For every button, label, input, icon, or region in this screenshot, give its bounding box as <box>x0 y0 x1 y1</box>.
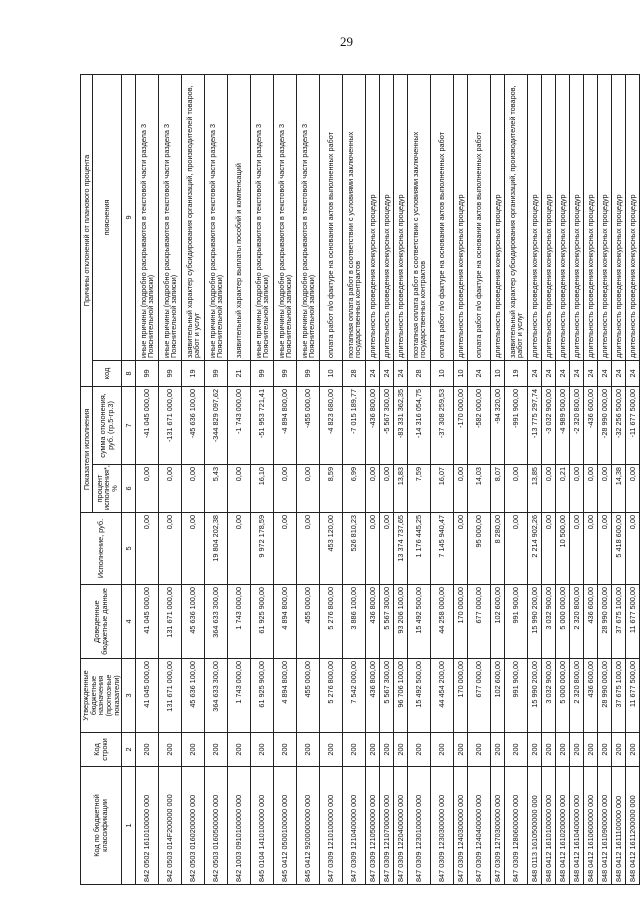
cell-kod: 99 <box>136 360 159 386</box>
cell-deviation: -2 320 800,00 <box>570 386 584 464</box>
cell-percent: 8,59 <box>320 465 343 513</box>
cell-brought: 170 000,00 <box>454 585 468 659</box>
header-indicators-group: Показатели исполнения <box>81 386 93 512</box>
cell-kod: 24 <box>542 360 556 386</box>
cell-kod: 24 <box>394 360 408 386</box>
table-row <box>251 74 274 884</box>
cell-brought: 15 492 500,00 <box>408 585 431 659</box>
cell-line: 200 <box>598 733 612 767</box>
cell-explanation: длительность проведения конкурсных процедур <box>454 74 468 360</box>
cell-code: 848 0412 1610400000 000 <box>570 767 584 885</box>
cell-percent: 0,00 <box>584 465 598 513</box>
cell-brought: 93 206 100,00 <box>394 585 408 659</box>
cell-percent: 0,00 <box>505 465 528 513</box>
cell-line: 200 <box>251 733 274 767</box>
cell-line: 200 <box>228 733 251 767</box>
cell-explanation: длительность проведения конкурсных процедур <box>366 74 380 360</box>
cell-line: 200 <box>570 733 584 767</box>
table-row <box>297 74 320 884</box>
cell-kod: 24 <box>612 360 626 386</box>
cell-kod: 24 <box>570 360 584 386</box>
cell-execution: 0,00 <box>366 513 380 585</box>
header-line: Код строки <box>81 733 122 767</box>
cell-line: 200 <box>491 733 505 767</box>
cell-line: 200 <box>626 733 640 767</box>
cell-deviation: -83 331 362,35 <box>394 386 408 464</box>
cell-explanation: длительность проведения конкурсных процедур <box>380 74 394 360</box>
cell-explanation: длительность проведения конкурсных процедур <box>584 74 598 360</box>
cell-code: 845 0412 9200000000 000 <box>297 767 320 885</box>
table-row <box>205 74 228 884</box>
cell-line: 200 <box>584 733 598 767</box>
cell-brought: 677 000,00 <box>468 585 491 659</box>
cell-kod: 99 <box>205 360 228 386</box>
cell-explanation: длительность проведения конкурсных процедур <box>556 74 570 360</box>
cell-execution: 0,00 <box>228 513 251 585</box>
cell-approved: 5 000 000,00 <box>556 659 570 733</box>
cell-kod: 10 <box>320 360 343 386</box>
cell-execution: 453 120,00 <box>320 513 343 585</box>
column-number-cell: 6 <box>122 465 136 513</box>
cell-brought: 1 743 000,00 <box>228 585 251 659</box>
cell-kod: 24 <box>468 360 491 386</box>
cell-code: 842 0503 0160500000 000 <box>205 767 228 885</box>
cell-line: 200 <box>343 733 366 767</box>
cell-line: 200 <box>468 733 491 767</box>
cell-approved: 364 633 300,00 <box>205 659 228 733</box>
cell-brought: 28 990 000,00 <box>598 585 612 659</box>
cell-kod: 24 <box>598 360 612 386</box>
cell-deviation: -131 671 000,00 <box>159 386 182 464</box>
header-explanation: пояснения <box>93 74 122 360</box>
table-row <box>570 74 584 884</box>
cell-execution: 0,00 <box>505 513 528 585</box>
header-approved: Утвержденные бюджетные назначения (прогнозные показатели) <box>81 659 122 733</box>
cell-brought: 436 800,00 <box>366 585 380 659</box>
cell-code: 848 0412 1611200000 000 <box>626 767 640 885</box>
column-number-cell: 2 <box>122 733 136 767</box>
cell-percent: 0,00 <box>274 465 297 513</box>
cell-brought: 5 276 800,00 <box>320 585 343 659</box>
cell-brought: 37 675 100,00 <box>612 585 626 659</box>
cell-percent: 13,85 <box>528 465 542 513</box>
table-row <box>182 74 205 884</box>
cell-code: 845 0104 1410100000 000 <box>251 767 274 885</box>
cell-brought: 364 633 300,00 <box>205 585 228 659</box>
cell-line: 200 <box>274 733 297 767</box>
cell-code: 847 0309 1210500000 000 <box>366 767 380 885</box>
cell-kod: 99 <box>297 360 320 386</box>
cell-kod: 99 <box>159 360 182 386</box>
cell-line: 200 <box>205 733 228 767</box>
table-row <box>408 74 431 884</box>
cell-percent: 0,00 <box>598 465 612 513</box>
header-percent: процент исполнения*, % <box>93 465 122 513</box>
column-number-cell: 1 <box>122 767 136 885</box>
cell-execution: 0,00 <box>182 513 205 585</box>
cell-percent: 13,83 <box>394 465 408 513</box>
cell-line: 200 <box>556 733 570 767</box>
table-row <box>556 74 570 884</box>
column-number-cell: 3 <box>122 659 136 733</box>
cell-percent: 0,00 <box>454 465 468 513</box>
cell-explanation: заявительный характер выплаты пособий и компенсаций <box>228 74 251 360</box>
cell-kod: 10 <box>491 360 505 386</box>
cell-code: 847 0309 1280600000 000 <box>505 767 528 885</box>
cell-percent: 5,43 <box>205 465 228 513</box>
cell-percent: 0,00 <box>626 465 640 513</box>
cell-deviation: -13 775 297,74 <box>528 386 542 464</box>
cell-code: 847 0309 1230100000 000 <box>408 767 431 885</box>
cell-execution: 0,00 <box>584 513 598 585</box>
cell-deviation: -41 045 000,00 <box>136 386 159 464</box>
cell-brought: 41 045 000,00 <box>136 585 159 659</box>
cell-deviation: -344 829 097,62 <box>205 386 228 464</box>
cell-kod: 19 <box>505 360 528 386</box>
cell-execution: 95 000,00 <box>468 513 491 585</box>
table-row <box>343 74 366 884</box>
cell-brought: 2 320 800,00 <box>570 585 584 659</box>
cell-line: 200 <box>136 733 159 767</box>
cell-approved: 61 925 900,00 <box>251 659 274 733</box>
cell-deviation: -11 677 500,00 <box>626 386 640 464</box>
cell-deviation: -3 032 900,00 <box>542 386 556 464</box>
column-number-cell: 8 <box>122 360 136 386</box>
table-row <box>468 74 491 884</box>
cell-percent: 14,38 <box>612 465 626 513</box>
cell-percent: 0,21 <box>556 465 570 513</box>
cell-explanation: иные причины (подробно раскрываются в текстовой части раздела 3 Пояснительной записки) <box>159 74 182 360</box>
cell-deviation: -51 953 721,41 <box>251 386 274 464</box>
cell-brought: 102 600,00 <box>491 585 505 659</box>
cell-brought: 131 671 000,00 <box>159 585 182 659</box>
cell-execution: 0,00 <box>380 513 394 585</box>
cell-brought: 991 900,00 <box>505 585 528 659</box>
cell-brought: 61 925 900,00 <box>251 585 274 659</box>
cell-code: 848 0412 1610200000 000 <box>556 767 570 885</box>
cell-kod: 19 <box>182 360 205 386</box>
cell-explanation: поэтапная оплата работ в соответствии с условиями заключенных государственных контрактов <box>343 74 366 360</box>
cell-percent: 0,00 <box>182 465 205 513</box>
header-deviation: сумма отклонения, руб. (гр.5-гр.3) <box>93 386 122 464</box>
cell-kod: 10 <box>454 360 468 386</box>
cell-code: 848 0412 1610100000 000 <box>542 767 556 885</box>
cell-approved: 677 000,00 <box>468 659 491 733</box>
cell-approved: 1 743 000,00 <box>228 659 251 733</box>
cell-code: 847 0309 1270300000 000 <box>491 767 505 885</box>
cell-execution: 8 280,00 <box>491 513 505 585</box>
cell-code: 847 0309 1220400000 000 <box>394 767 408 885</box>
table-row <box>431 74 454 884</box>
cell-execution: 0,00 <box>626 513 640 585</box>
cell-percent: 7,59 <box>408 465 431 513</box>
cell-code: 848 0412 1611100000 000 <box>612 767 626 885</box>
cell-code: 848 0412 1610900000 000 <box>598 767 612 885</box>
table-row <box>542 74 556 884</box>
cell-deviation: -32 256 500,00 <box>612 386 626 464</box>
cell-percent: 0,00 <box>297 465 320 513</box>
cell-code: 847 0309 1210100000 000 <box>320 767 343 885</box>
cell-approved: 4 894 800,00 <box>274 659 297 733</box>
cell-explanation: длительность проведения конкурсных процедур <box>394 74 408 360</box>
table-row <box>491 74 505 884</box>
cell-percent: 8,07 <box>491 465 505 513</box>
cell-deviation: -4 823 680,00 <box>320 386 343 464</box>
cell-execution: 10 500,00 <box>556 513 570 585</box>
budget-execution-table <box>80 74 640 885</box>
cell-approved: 436 600,00 <box>584 659 598 733</box>
cell-approved: 5 567 300,00 <box>380 659 394 733</box>
cell-kod: 24 <box>380 360 394 386</box>
cell-percent: 0,00 <box>228 465 251 513</box>
cell-percent: 16,07 <box>431 465 454 513</box>
cell-approved: 455 000,00 <box>297 659 320 733</box>
cell-kod: 24 <box>626 360 640 386</box>
header-reasons-group: Причины отклонений от планового процента <box>81 74 93 386</box>
cell-line: 200 <box>366 733 380 767</box>
cell-approved: 5 276 800,00 <box>320 659 343 733</box>
cell-line: 200 <box>505 733 528 767</box>
table-row <box>366 74 380 884</box>
cell-line: 200 <box>182 733 205 767</box>
cell-brought: 4 894 800,00 <box>274 585 297 659</box>
cell-code: 842 0503 0160200000 000 <box>182 767 205 885</box>
cell-percent: 6,99 <box>343 465 366 513</box>
cell-approved: 41 045 000,00 <box>136 659 159 733</box>
column-number-cell: 7 <box>122 386 136 464</box>
table-row <box>228 74 251 884</box>
cell-explanation: длительность проведения конкурсных процедур <box>570 74 584 360</box>
cell-deviation: -4 894 800,00 <box>274 386 297 464</box>
cell-approved: 991 900,00 <box>505 659 528 733</box>
cell-deviation: -14 316 054,75 <box>408 386 431 464</box>
cell-approved: 3 032 900,00 <box>542 659 556 733</box>
cell-explanation: длительность проведения конкурсных процедур <box>598 74 612 360</box>
table-row <box>612 74 626 884</box>
cell-kod: 99 <box>274 360 297 386</box>
cell-deviation: -455 000,00 <box>297 386 320 464</box>
rotated-table-container <box>80 75 637 885</box>
cell-percent: 16,10 <box>251 465 274 513</box>
cell-code: 847 0309 1240300000 000 <box>454 767 468 885</box>
cell-approved: 28 990 000,00 <box>598 659 612 733</box>
cell-explanation: длительность проведения конкурсных процедур <box>626 74 640 360</box>
cell-approved: 37 675 100,00 <box>612 659 626 733</box>
cell-code: 848 0113 1610500000 000 <box>528 767 542 885</box>
cell-approved: 436 800,00 <box>366 659 380 733</box>
cell-execution: 13 374 737,65 <box>394 513 408 585</box>
cell-deviation: -1 743 000,00 <box>228 386 251 464</box>
cell-code: 842 1003 0910100000 000 <box>228 767 251 885</box>
cell-kod: 28 <box>408 360 431 386</box>
cell-deviation: -28 990 000,00 <box>598 386 612 464</box>
header-kod: код <box>93 360 122 386</box>
cell-brought: 3 032 900,00 <box>542 585 556 659</box>
cell-line: 200 <box>408 733 431 767</box>
cell-code: 847 0309 1230300000 000 <box>431 767 454 885</box>
cell-explanation: длительность проведения конкурсных процедур <box>612 74 626 360</box>
cell-deviation: -45 636 100,00 <box>182 386 205 464</box>
cell-execution: 0,00 <box>542 513 556 585</box>
cell-approved: 7 542 000,00 <box>343 659 366 733</box>
cell-approved: 11 677 500,00 <box>626 659 640 733</box>
cell-explanation: иные причины (подробно раскрываются в текстовой части раздела 3 Пояснительной записки) <box>297 74 320 360</box>
cell-deviation: -4 989 500,00 <box>556 386 570 464</box>
cell-deviation: -436 800,00 <box>366 386 380 464</box>
cell-explanation: длительность проведения конкурсных процедур <box>542 74 556 360</box>
cell-line: 200 <box>542 733 556 767</box>
cell-brought: 5 567 300,00 <box>380 585 394 659</box>
cell-explanation: заявительный характер субсидирования организаций, производителей товаров, работ и услуг <box>182 74 205 360</box>
cell-execution: 1 176 445,25 <box>408 513 431 585</box>
cell-approved: 15 492 500,00 <box>408 659 431 733</box>
cell-execution: 19 804 202,38 <box>205 513 228 585</box>
cell-line: 200 <box>528 733 542 767</box>
cell-approved: 15 990 200,00 <box>528 659 542 733</box>
cell-line: 200 <box>431 733 454 767</box>
cell-code: 842 0503 014F200000 000 <box>159 767 182 885</box>
cell-kod: 28 <box>343 360 366 386</box>
cell-explanation: иные причины (подробно раскрываются в текстовой части раздела 3 Пояснительной записки) <box>136 74 159 360</box>
cell-approved: 102 600,00 <box>491 659 505 733</box>
cell-brought: 11 677 500,00 <box>626 585 640 659</box>
cell-percent: 0,00 <box>366 465 380 513</box>
cell-execution: 7 145 940,47 <box>431 513 454 585</box>
cell-explanation: заявительный характер субсидирования организаций, производителей товаров, работ и услуг <box>505 74 528 360</box>
cell-brought: 15 990 200,00 <box>528 585 542 659</box>
cell-percent: 0,00 <box>380 465 394 513</box>
cell-line: 200 <box>159 733 182 767</box>
column-number-cell: 9 <box>122 74 136 360</box>
cell-brought: 45 636 100,00 <box>182 585 205 659</box>
cell-execution: 526 810,23 <box>343 513 366 585</box>
cell-code: 842 0502 1610100000 000 <box>136 767 159 885</box>
cell-execution: 0,00 <box>297 513 320 585</box>
cell-deviation: -582 000,00 <box>468 386 491 464</box>
cell-explanation: поэтапная оплата работ в соответствии с условиями заключенных государственных контрактов <box>408 74 431 360</box>
cell-deviation: -94 320,00 <box>491 386 505 464</box>
cell-percent: 0,00 <box>542 465 556 513</box>
cell-approved: 45 636 100,00 <box>182 659 205 733</box>
cell-deviation: -436 600,00 <box>584 386 598 464</box>
cell-kod: 10 <box>431 360 454 386</box>
cell-code: 847 0309 1240400000 000 <box>468 767 491 885</box>
cell-approved: 44 454 200,00 <box>431 659 454 733</box>
cell-explanation: оплата работ п/о фактуре на основании актов выполненных работ <box>431 74 454 360</box>
cell-brought: 455 000,00 <box>297 585 320 659</box>
cell-line: 200 <box>394 733 408 767</box>
cell-deviation: -991 900,00 <box>505 386 528 464</box>
cell-line: 200 <box>320 733 343 767</box>
table-row <box>320 74 343 884</box>
table-row <box>394 74 408 884</box>
cell-kod: 99 <box>251 360 274 386</box>
cell-code: 845 0412 0500100000 000 <box>274 767 297 885</box>
table-row <box>274 74 297 884</box>
cell-explanation: иные причины (подробно раскрываются в текстовой части раздела 3 Пояснительной записки) <box>274 74 297 360</box>
cell-deviation: -37 308 259,53 <box>431 386 454 464</box>
cell-line: 200 <box>380 733 394 767</box>
cell-kod: 24 <box>556 360 570 386</box>
cell-kod: 24 <box>528 360 542 386</box>
cell-approved: 131 671 000,00 <box>159 659 182 733</box>
table-row <box>626 74 640 884</box>
cell-line: 200 <box>612 733 626 767</box>
cell-execution: 0,00 <box>159 513 182 585</box>
table-row <box>505 74 528 884</box>
cell-deviation: -5 567 300,00 <box>380 386 394 464</box>
page-number: 29 <box>340 34 353 49</box>
cell-code: 848 0412 1610600000 000 <box>584 767 598 885</box>
header-brought: Доведенные бюджетные данные <box>81 585 122 659</box>
cell-explanation: оплата работ п/о фактуре на основании актов выполненных работ <box>468 74 491 360</box>
table-row <box>528 74 542 884</box>
cell-approved: 96 706 100,00 <box>394 659 408 733</box>
cell-execution: 9 972 178,59 <box>251 513 274 585</box>
cell-approved: 2 320 800,00 <box>570 659 584 733</box>
cell-brought: 3 886 100,00 <box>343 585 366 659</box>
cell-explanation: иные причины (подробно раскрываются в текстовой части раздела 3 Пояснительной записки) <box>251 74 274 360</box>
cell-kod: 24 <box>584 360 598 386</box>
cell-execution: 0,00 <box>570 513 584 585</box>
cell-line: 200 <box>454 733 468 767</box>
column-number-cell: 5 <box>122 513 136 585</box>
cell-explanation: оплата работ п/о фактуре на основании актов выполненных работ <box>320 74 343 360</box>
cell-deviation: -7 015 189,77 <box>343 386 366 464</box>
cell-explanation: иные причины (подробно раскрываются в текстовой части раздела 3 Пояснительной записки) <box>205 74 228 360</box>
table-row <box>598 74 612 884</box>
cell-line: 200 <box>297 733 320 767</box>
cell-deviation: -170 000,00 <box>454 386 468 464</box>
cell-approved: 170 000,00 <box>454 659 468 733</box>
cell-execution: 2 214 902,26 <box>528 513 542 585</box>
cell-brought: 5 000 000,00 <box>556 585 570 659</box>
header-code: Код по бюджетной классификации <box>81 767 122 885</box>
header-execution: Исполнение, руб. <box>81 513 122 585</box>
cell-execution: 0,00 <box>454 513 468 585</box>
cell-percent: 0,00 <box>570 465 584 513</box>
cell-execution: 0,00 <box>274 513 297 585</box>
cell-execution: 0,00 <box>598 513 612 585</box>
cell-kod: 21 <box>228 360 251 386</box>
cell-explanation: длительность проведения конкурсных процедур <box>491 74 505 360</box>
column-number-row <box>122 74 136 884</box>
cell-explanation: длительность проведения конкурсных процедур <box>528 74 542 360</box>
table-row <box>454 74 468 884</box>
cell-percent: 0,00 <box>159 465 182 513</box>
table-row <box>136 74 159 884</box>
column-number-cell: 4 <box>122 585 136 659</box>
cell-execution: 5 418 600,00 <box>612 513 626 585</box>
cell-brought: 436 600,00 <box>584 585 598 659</box>
table-body <box>136 74 640 884</box>
cell-percent: 0,00 <box>136 465 159 513</box>
table-row <box>159 74 182 884</box>
table-row <box>380 74 394 884</box>
cell-percent: 14,03 <box>468 465 491 513</box>
cell-execution: 0,00 <box>136 513 159 585</box>
cell-code: 847 0309 1210400000 000 <box>343 767 366 885</box>
cell-code: 847 0309 1210700000 000 <box>380 767 394 885</box>
cell-brought: 44 258 000,00 <box>431 585 454 659</box>
table-row <box>584 74 598 884</box>
cell-kod: 24 <box>366 360 380 386</box>
